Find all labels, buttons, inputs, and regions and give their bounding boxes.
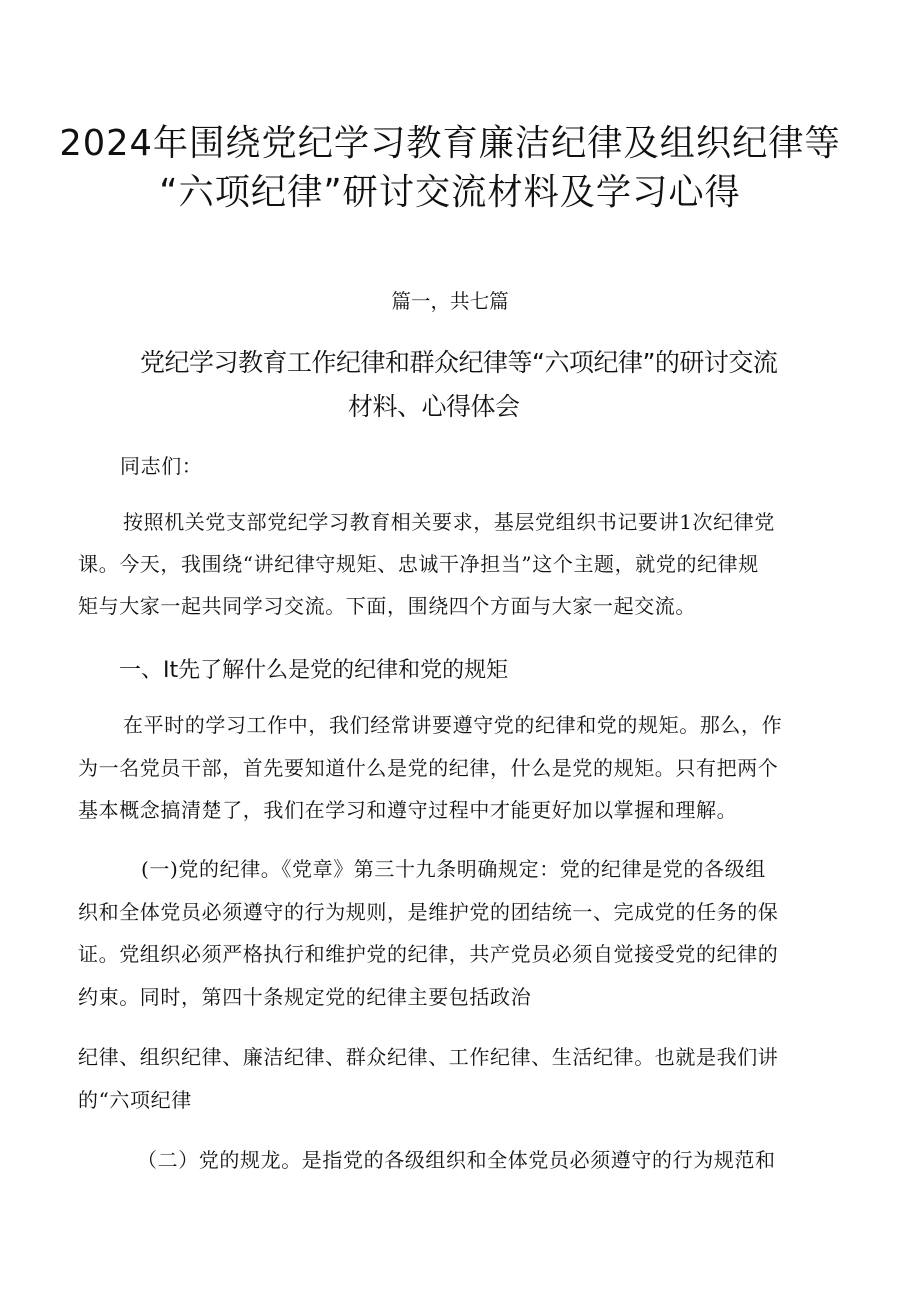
- document-title-line-2: “六项纪律”研讨交流材料及学习心得: [159, 172, 741, 213]
- continuation-paragraph-line: 的“六项纪律: [78, 1088, 192, 1112]
- greeting: 同志们：: [120, 454, 203, 478]
- document-title-line-1: 2024年围绕党纪学习教育廉洁纪律及组织纪律等: [59, 123, 841, 164]
- subsection-paragraph-line: 证。党组织必须严格执行和维护党的纪律，共产党员必须自觉接受党的纪律的: [78, 942, 779, 966]
- intro-paragraph-line: 矩与大家一起共同学习交流。下面，围绕四个方面与大家一起交流。: [78, 594, 696, 618]
- section-paragraph-line: 为一名党员干部，首先要知道什么是党的纪律，什么是党的规矩。只有把两个: [78, 756, 779, 780]
- section-heading: 一、It先了解什么是党的纪律和党的规矩: [119, 658, 509, 683]
- subsection-paragraph-line: 织和全体党员必须遵守的行为规则，是维护党的团结统一、完成党的任务的保: [78, 900, 779, 924]
- continuation-paragraph-line: 纪律、组织纪律、廉洁纪律、群众纪律、工作纪律、生活纪律。也就是我们讲: [78, 1045, 779, 1069]
- section-paragraph-line: 基本概念搞清楚了，我们在学习和遵守过程中才能更好加以掌握和理解。: [78, 798, 738, 822]
- article-subtitle-line-2: 材料、心得体会: [348, 392, 520, 421]
- article-count: 篇一，共七篇: [391, 289, 509, 313]
- subsection-paragraph-line: 约束。同时，第四十条规定党的纪律主要包括政治: [78, 985, 532, 1009]
- intro-paragraph-line: 按照机关党支部党纪学习教育相关要求，基层党组织书记要讲1次纪律党: [123, 510, 775, 534]
- intro-paragraph-line: 课。今天，我围绕“讲纪律守规矩、忠诚干净担当”这个主题，就党的纪律规: [78, 552, 759, 576]
- article-subtitle-line-1: 党纪学习教育工作纪律和群众纪律等“六项纪律”的研讨交流: [140, 348, 778, 377]
- subsection-paragraph-line: (一)党的纪律。《党章》第三十九条明确规定：党的纪律是党的各级组: [141, 857, 766, 881]
- subsection-paragraph-line: （二）党的规龙。是指党的各级组织和全体党员必须遵守的行为规范和: [137, 1148, 776, 1172]
- section-paragraph-line: 在平时的学习工作中，我们经常讲要遵守党的纪律和党的规矩。那么，作: [123, 713, 783, 737]
